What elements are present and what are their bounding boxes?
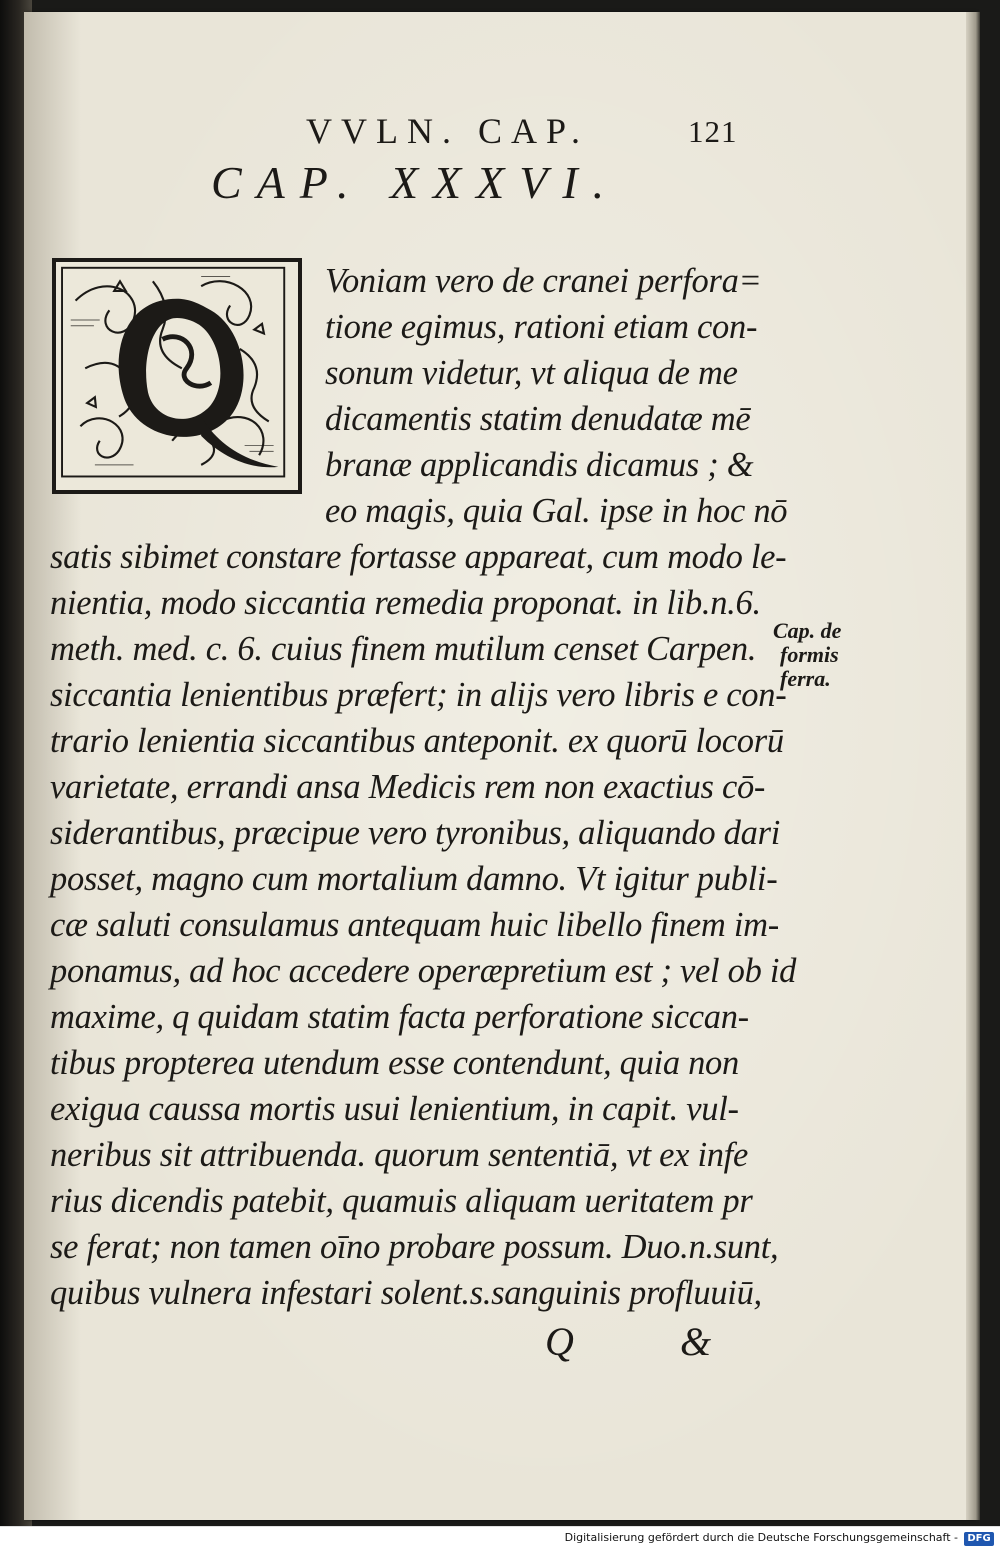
text-line-4: dicamentis statim denudatæ mē (325, 400, 751, 438)
text-line-6: eo magis, quia Gal. ipse in hoc nō (325, 492, 788, 530)
text-line-14: posset, magno cum mortalium damno. Vt igitur publi- (50, 860, 778, 898)
catchword: & (680, 1319, 712, 1364)
text-line-19: exigua caussa mortis usui lenientium, in capit. vul- (50, 1090, 739, 1128)
text-line-8: nientia, modo siccantia remedia proponat. in lib.n.6. (50, 584, 761, 622)
signature-mark: Q (545, 1319, 574, 1364)
text-line-18: tibus propterea utendum esse contendunt, quia non (50, 1044, 739, 1082)
running-head: VVLN. CAP. (306, 111, 590, 151)
decorated-initial (52, 258, 302, 494)
text-line-15: cæ saluti consulamus antequam huic libello finem im- (50, 906, 779, 944)
text-line-13: siderantibus, præcipue vero tyronibus, aliquando dari (50, 814, 780, 852)
page-number: 121 (688, 114, 738, 149)
text-line-20: neribus sit attribuenda. quorum sententiā, vt ex infe (50, 1136, 748, 1174)
dfg-logo[interactable]: DFG (964, 1532, 994, 1546)
text-line-16: ponamus, ad hoc accedere operæpretium est ; vel ob id (50, 952, 797, 990)
text-line-5: branæ applicandis dicamus ; & (325, 446, 754, 484)
text-line-3: sonum videtur, vt aliqua de me (325, 354, 738, 392)
chapter-title: CAP. XXXVI. (211, 157, 620, 208)
text-line-7: satis sibimet constare fortasse appareat, cum modo le- (50, 538, 787, 576)
funding-credit: Digitalisierung gefördert durch die Deutsche Forschungsgemeinschaft - (564, 1531, 958, 1544)
marginal-note-line-1: Cap. de (773, 618, 842, 643)
marginal-note-line-2: formis (780, 642, 839, 667)
text-line-1: Voniam vero de cranei perfora= (325, 262, 762, 300)
text-line-22: se ferat; non tamen oīno probare possum. Duo.n.sunt, (50, 1228, 779, 1266)
marginal-note-line-3: ferra. (780, 666, 831, 691)
footer-bar (0, 1526, 1000, 1552)
text-line-2: tione egimus, rationi etiam con- (325, 308, 758, 346)
text-line-10: siccantia lenientibus præfert; in alijs vero libris e con- (50, 676, 787, 714)
text-line-9: meth. med. c. 6. cuius finem mutilum censet Carpen. (50, 630, 757, 668)
text-line-17: maxime, q quidam statim facta perforatione siccan- (50, 998, 749, 1036)
page-edge (966, 12, 980, 1520)
text-line-21: rius dicendis patebit, quamuis aliquam ueritatem pr (50, 1182, 753, 1220)
text-line-23: quibus vulnera infestari solent.s.sanguinis profluuiū, (50, 1274, 762, 1312)
text-line-11: trario lenientia siccantibus anteponit. ex quorū locorū (50, 722, 784, 760)
text-line-12: varietate, errandi ansa Medicis rem non exactius cō- (50, 768, 766, 806)
decorated-initial-q-icon (56, 262, 298, 490)
